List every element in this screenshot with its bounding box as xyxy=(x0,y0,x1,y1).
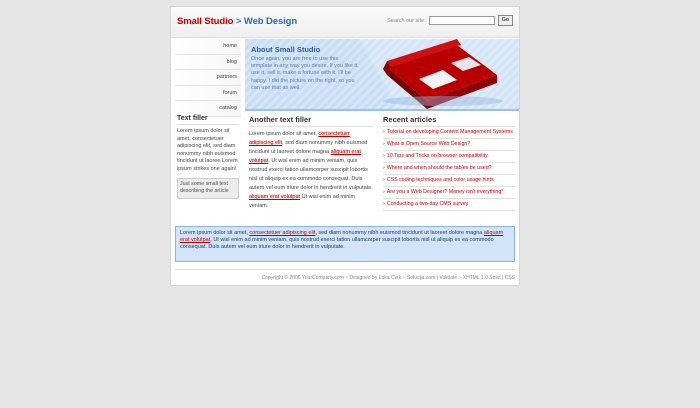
recent-articles-title: Recent articles xyxy=(383,115,515,127)
article-link[interactable] xyxy=(383,127,515,139)
info-link-2[interactable]: aliquam erat volutpat xyxy=(180,230,504,243)
site-logo[interactable] xyxy=(177,16,297,27)
footer: Copyright © 2006 YourCompany.com ~ Designed by Luka Cvrk ~ Solucija.com | Validate ~ XHTML 1.0 Strict | CSS xyxy=(175,269,515,286)
bullet-icon: › xyxy=(383,177,385,183)
article-link[interactable] xyxy=(383,163,515,175)
header xyxy=(171,7,519,38)
middle-text-2: , sed diam nonummy nibh euismod tincidunt ut laoreet dolore magna xyxy=(249,140,368,155)
article-link[interactable] xyxy=(383,187,515,199)
nav-item-blog[interactable]: blog xyxy=(175,55,241,71)
search-form xyxy=(387,15,513,26)
middle-title: Another text filler xyxy=(249,115,373,127)
info-text-2: , sed diam nonummy nibh euismod tincidunt ut laoreet dolore magna xyxy=(315,230,484,236)
nav-item-catalog[interactable]: catalog xyxy=(175,101,241,117)
sidebar-note-box: Just some small text describing the article xyxy=(177,178,239,199)
nav-item-home[interactable]: home xyxy=(175,39,241,55)
middle-text-4: Ut wisi enim ad minim veniam. xyxy=(249,194,356,209)
hero-banner xyxy=(245,39,519,111)
nav-item-partners[interactable]: partners xyxy=(175,70,241,86)
info-box xyxy=(175,226,515,262)
logo-studio-text: Small Studio xyxy=(177,16,234,27)
sidebar-text: Lorem ipsum dolor sit amet, consectetuer adipiscing elit, sed diam nonummy nibh euismod tincidunt ut laoree Lorem ipsum strikes one again! xyxy=(177,128,238,172)
search-label: Search our site: xyxy=(387,17,426,24)
search-input[interactable] xyxy=(429,16,495,25)
hero-title: About Small Studio xyxy=(251,45,321,54)
text-filler-sidebar xyxy=(177,115,239,199)
article-link[interactable] xyxy=(383,199,515,211)
hero-text: Once again, you are free to use this template in any way you desire. If you like it, use it, sell it, make a fortune with it, I'll be happy. I did the picture on the right, so you can use that as well. xyxy=(251,56,359,91)
sidebar-title: Text filler xyxy=(177,115,239,125)
bullet-icon: › xyxy=(383,201,385,207)
recent-articles xyxy=(383,115,515,211)
middle-link-3[interactable]: aliquam erat volutpat xyxy=(249,194,301,200)
article-title: Are you a Web Designer? Money isn't everything! xyxy=(386,189,503,195)
red-sofa-image xyxy=(359,39,519,109)
article-title: Where and when should the tables be used? xyxy=(386,165,492,171)
middle-text-1: Lorem ipsum dolor sit amet, xyxy=(249,131,319,137)
bullet-icon: › xyxy=(383,189,385,195)
article-link[interactable] xyxy=(383,139,515,151)
bullet-icon: › xyxy=(383,165,385,171)
article-link[interactable] xyxy=(383,151,515,163)
middle-column xyxy=(249,115,373,211)
middle-text-3: . Ut wisi enim ad minim veniam, quis nostrud exerci tation ullamcorper suscipit lobortis nisl ut aliquip ex ea commodo consequat. Duis autem vel eum iriure dolor in hendrerit in vulputate. xyxy=(249,158,373,191)
bullet-icon: › xyxy=(383,153,385,159)
bullet-icon: › xyxy=(383,141,385,147)
article-title: 10 Tips and Tricks on browser compatibility xyxy=(386,153,488,159)
article-title: CSS coding techniques and color usage hints xyxy=(386,177,494,183)
info-text-3: . Ut wisi enim ad minim veniam, quis nostrud exerci tation ullamcorper suscipit lobortis nisl ut aliquip ex ea commodo consequat. Duis autem vel eum iriure dolor in hendrerit in vulputate. xyxy=(180,236,494,250)
logo-webdesign-text: Web Design xyxy=(243,16,298,27)
go-button[interactable]: Go xyxy=(498,15,513,26)
middle-text xyxy=(249,130,373,211)
nav-item-forum[interactable]: forum xyxy=(175,86,241,102)
info-link-1[interactable]: consectetuer adipiscing elit xyxy=(249,230,316,236)
bullet-icon: › xyxy=(383,129,385,135)
middle-link-2[interactable]: aliquam erat volutpat xyxy=(249,149,361,164)
sidebar-nav xyxy=(175,39,241,117)
article-title: Conducting a two-day CMS survey xyxy=(386,201,469,207)
article-link[interactable] xyxy=(383,175,515,187)
page-container xyxy=(170,6,520,286)
logo-separator: > xyxy=(233,16,244,27)
article-title: Tutorial on developing Content Management Systems xyxy=(386,129,513,135)
article-title: What is Open Source Web Design? xyxy=(386,141,471,147)
info-text-1: Lorem ipsum dolor sit amet, xyxy=(180,230,250,236)
middle-link-1[interactable]: consectetuer adipiscing elit xyxy=(249,131,350,146)
